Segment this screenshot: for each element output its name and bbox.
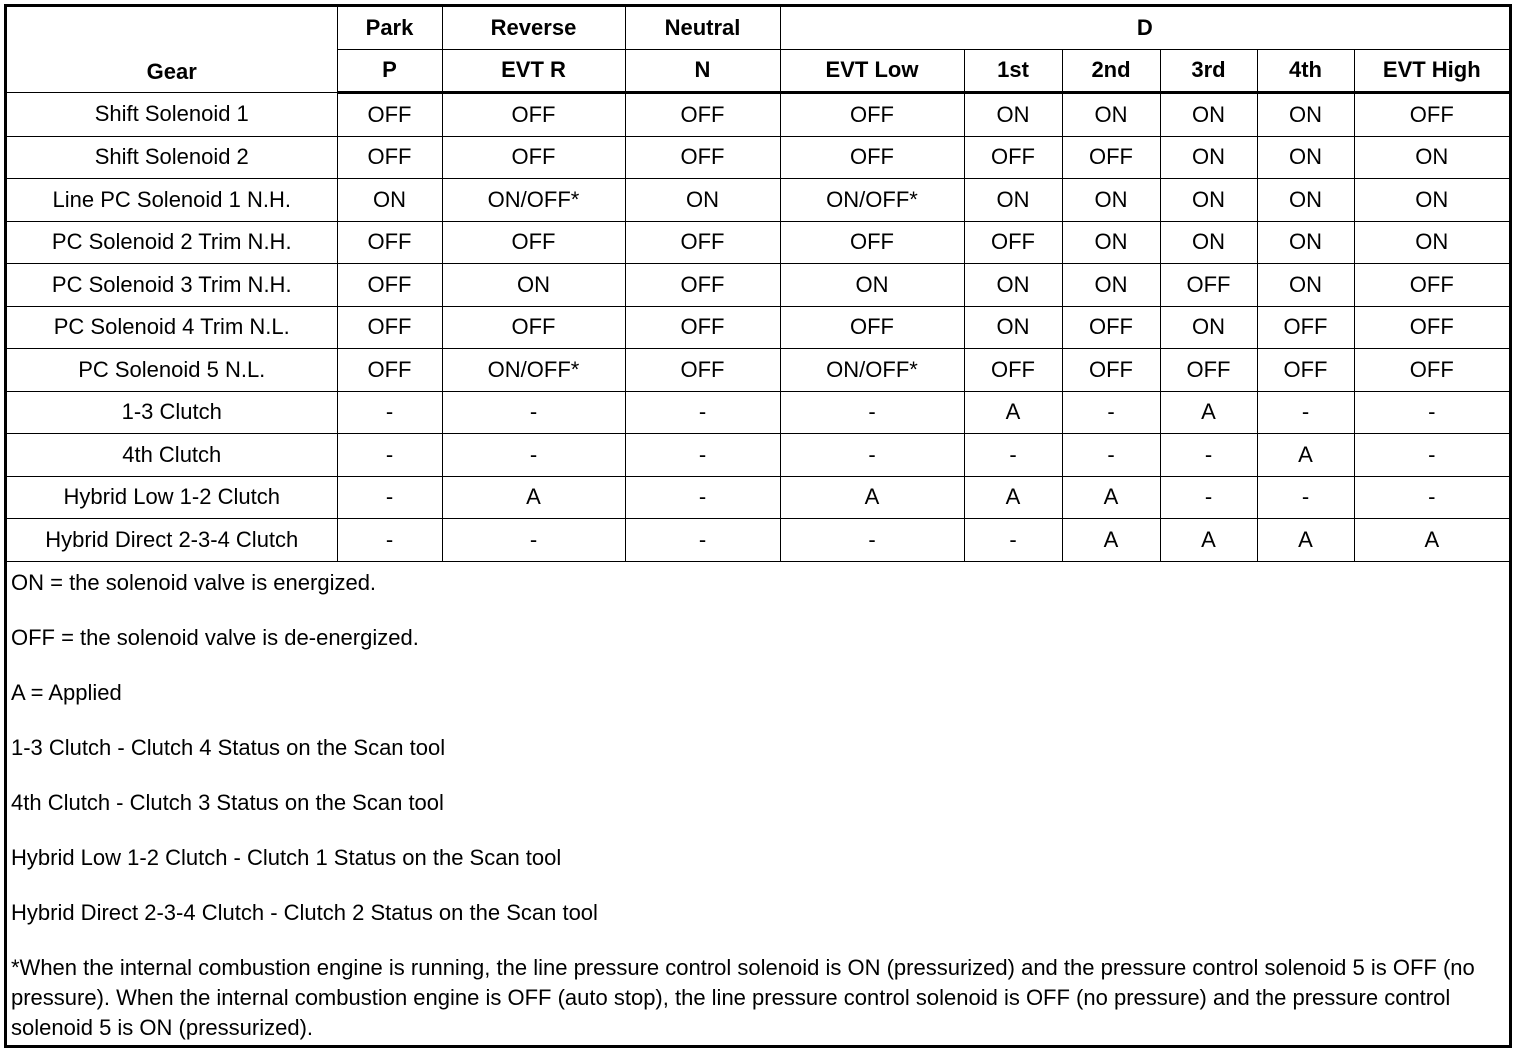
table-cell: ON bbox=[1160, 221, 1257, 264]
table-cell: - bbox=[780, 519, 964, 562]
table-cell: ON bbox=[1062, 264, 1160, 307]
table-cell: ON bbox=[780, 264, 964, 307]
table-cell: OFF bbox=[1160, 349, 1257, 392]
table-row bbox=[7, 221, 1509, 264]
table-cell: OFF bbox=[1354, 306, 1509, 349]
table-cell: ON bbox=[1062, 93, 1160, 137]
table-cell: - bbox=[1257, 476, 1354, 519]
table-cell: OFF bbox=[964, 221, 1062, 264]
table-cell: - bbox=[964, 519, 1062, 562]
note-4th-clutch: 4th Clutch - Clutch 3 Status on the Scan tool bbox=[11, 789, 444, 815]
table-cell: ON/OFF* bbox=[780, 179, 964, 222]
table-cell: - bbox=[1160, 434, 1257, 477]
table-cell: ON bbox=[1160, 136, 1257, 179]
table-cell: - bbox=[625, 391, 780, 434]
table-cell: - bbox=[1354, 476, 1509, 519]
row-label: Hybrid Low 1-2 Clutch bbox=[7, 476, 337, 519]
table-cell: A bbox=[1160, 519, 1257, 562]
table-cell: ON bbox=[1354, 221, 1509, 264]
table-cell: A bbox=[1062, 519, 1160, 562]
table-cell: A bbox=[1257, 434, 1354, 477]
table-cell: OFF bbox=[1257, 306, 1354, 349]
table-cell: - bbox=[1354, 434, 1509, 477]
table-cell: - bbox=[1062, 391, 1160, 434]
table-cell: - bbox=[337, 391, 442, 434]
table-cell: A bbox=[964, 391, 1062, 434]
table-cell: ON bbox=[337, 179, 442, 222]
table-cell: - bbox=[1160, 476, 1257, 519]
table-cell: A bbox=[1257, 519, 1354, 562]
table-cell: - bbox=[1257, 391, 1354, 434]
row-label: Shift Solenoid 2 bbox=[7, 136, 337, 179]
table-cell: OFF bbox=[1062, 136, 1160, 179]
table-body bbox=[7, 93, 1509, 562]
row-label: PC Solenoid 2 Trim N.H. bbox=[7, 221, 337, 264]
table-cell: OFF bbox=[337, 136, 442, 179]
table-cell: - bbox=[337, 434, 442, 477]
table-cell: - bbox=[625, 476, 780, 519]
table-cell: A bbox=[442, 476, 625, 519]
gear-header: Gear bbox=[7, 7, 337, 93]
table-cell: - bbox=[442, 391, 625, 434]
table-cell: OFF bbox=[625, 349, 780, 392]
table-cell: ON/OFF* bbox=[442, 349, 625, 392]
table-cell: ON bbox=[964, 264, 1062, 307]
footnote: *When the internal combustion engine is running, the line pressure control solenoid is ON (pressurized) and the pressure control solenoid 5 is OFF (no pressure). When the internal combustion engine is OFF (auto stop), the line pressure control solenoid is OFF (no pressure) and the pressure control solenoid 5 is ON (pressurized). bbox=[11, 954, 1475, 1040]
group-header-park: Park bbox=[337, 7, 442, 49]
table-cell: - bbox=[337, 519, 442, 562]
column-header-3rd: 3rd bbox=[1160, 49, 1257, 93]
column-header-4th: 4th bbox=[1257, 49, 1354, 93]
table-cell: ON/OFF* bbox=[780, 349, 964, 392]
table-cell: A bbox=[1062, 476, 1160, 519]
table-cell: OFF bbox=[337, 221, 442, 264]
table-cell: A bbox=[1160, 391, 1257, 434]
table-cell: OFF bbox=[780, 306, 964, 349]
table-cell: - bbox=[780, 434, 964, 477]
table-cell: A bbox=[1354, 519, 1509, 562]
table-cell: - bbox=[625, 519, 780, 562]
table-cell: OFF bbox=[625, 136, 780, 179]
table-cell: OFF bbox=[964, 136, 1062, 179]
header-group-row bbox=[7, 7, 1509, 49]
table-cell: ON bbox=[1160, 179, 1257, 222]
table-row bbox=[7, 476, 1509, 519]
table-cell: ON bbox=[625, 179, 780, 222]
table-cell: OFF bbox=[1354, 264, 1509, 307]
table-row bbox=[7, 264, 1509, 307]
table-cell: ON bbox=[1257, 93, 1354, 137]
table-cell: - bbox=[442, 519, 625, 562]
table-cell: - bbox=[780, 391, 964, 434]
table-cell: OFF bbox=[442, 136, 625, 179]
table-cell: ON bbox=[1062, 221, 1160, 264]
column-header-1st: 1st bbox=[964, 49, 1062, 93]
column-header-evt-r: EVT R bbox=[442, 49, 625, 93]
table-cell: OFF bbox=[337, 306, 442, 349]
table-cell: - bbox=[442, 434, 625, 477]
table-cell: OFF bbox=[625, 93, 780, 137]
note-hybrid-low-clutch: Hybrid Low 1-2 Clutch - Clutch 1 Status on the Scan tool bbox=[11, 844, 562, 870]
row-label: 4th Clutch bbox=[7, 434, 337, 477]
solenoid-clutch-application-chart bbox=[4, 4, 1512, 1048]
table-cell: - bbox=[1354, 391, 1509, 434]
table-row bbox=[7, 349, 1509, 392]
table-cell: - bbox=[337, 476, 442, 519]
table-cell: OFF bbox=[625, 264, 780, 307]
solenoid-table bbox=[7, 7, 1509, 562]
table-cell: OFF bbox=[337, 349, 442, 392]
table-cell: ON bbox=[1062, 179, 1160, 222]
column-header-2nd: 2nd bbox=[1062, 49, 1160, 93]
row-label: Line PC Solenoid 1 N.H. bbox=[7, 179, 337, 222]
table-cell: ON bbox=[964, 179, 1062, 222]
table-cell: OFF bbox=[780, 221, 964, 264]
table-cell: ON bbox=[1160, 306, 1257, 349]
table-cell: ON bbox=[1257, 221, 1354, 264]
table-cell: OFF bbox=[1257, 349, 1354, 392]
table-cell: ON bbox=[1160, 93, 1257, 137]
row-label: PC Solenoid 5 N.L. bbox=[7, 349, 337, 392]
note-off: OFF = the solenoid valve is de-energized. bbox=[11, 624, 419, 650]
column-header-evt-high: EVT High bbox=[1354, 49, 1509, 93]
column-header-p: P bbox=[337, 49, 442, 93]
table-cell: ON bbox=[1354, 179, 1509, 222]
table-cell: OFF bbox=[337, 93, 442, 137]
notes-section bbox=[7, 562, 1509, 1043]
table-row bbox=[7, 434, 1509, 477]
table-cell: ON bbox=[964, 306, 1062, 349]
note-1-3-clutch: 1-3 Clutch - Clutch 4 Status on the Scan tool bbox=[11, 734, 446, 760]
table-row bbox=[7, 179, 1509, 222]
table-cell: - bbox=[625, 434, 780, 477]
table-row bbox=[7, 306, 1509, 349]
table-cell: OFF bbox=[625, 221, 780, 264]
table-cell: ON bbox=[1257, 136, 1354, 179]
table-cell: OFF bbox=[1160, 264, 1257, 307]
table-cell: ON/OFF* bbox=[442, 179, 625, 222]
table-cell: - bbox=[964, 434, 1062, 477]
group-header-drive: D bbox=[780, 7, 1509, 49]
table-cell: ON bbox=[1257, 179, 1354, 222]
table-cell: OFF bbox=[442, 93, 625, 137]
note-applied: A = Applied bbox=[11, 679, 122, 705]
table-row bbox=[7, 136, 1509, 179]
group-header-reverse: Reverse bbox=[442, 7, 625, 49]
table-cell: OFF bbox=[625, 306, 780, 349]
table-cell: OFF bbox=[442, 306, 625, 349]
row-label: PC Solenoid 4 Trim N.L. bbox=[7, 306, 337, 349]
table-cell: ON bbox=[1354, 136, 1509, 179]
table-cell: OFF bbox=[1062, 349, 1160, 392]
table-cell: OFF bbox=[780, 136, 964, 179]
column-header-n: N bbox=[625, 49, 780, 93]
table-cell: A bbox=[964, 476, 1062, 519]
table-cell: ON bbox=[1257, 264, 1354, 307]
table-cell: - bbox=[1062, 434, 1160, 477]
table-cell: ON bbox=[442, 264, 625, 307]
note-hybrid-direct-clutch: Hybrid Direct 2-3-4 Clutch - Clutch 2 Status on the Scan tool bbox=[11, 899, 598, 925]
table-cell: OFF bbox=[1354, 93, 1509, 137]
table-cell: OFF bbox=[337, 264, 442, 307]
table-row bbox=[7, 391, 1509, 434]
table-cell: OFF bbox=[964, 349, 1062, 392]
note-on: ON = the solenoid valve is energized. bbox=[11, 569, 377, 595]
table-row bbox=[7, 93, 1509, 137]
table-cell: A bbox=[780, 476, 964, 519]
table-row bbox=[7, 519, 1509, 562]
table-cell: OFF bbox=[1354, 349, 1509, 392]
row-label: PC Solenoid 3 Trim N.H. bbox=[7, 264, 337, 307]
table-cell: ON bbox=[964, 93, 1062, 137]
row-label: Hybrid Direct 2-3-4 Clutch bbox=[7, 519, 337, 562]
table-cell: OFF bbox=[1062, 306, 1160, 349]
row-label: 1-3 Clutch bbox=[7, 391, 337, 434]
group-header-neutral: Neutral bbox=[625, 7, 780, 49]
row-label: Shift Solenoid 1 bbox=[7, 93, 337, 137]
table-cell: OFF bbox=[780, 93, 964, 137]
table-cell: OFF bbox=[442, 221, 625, 264]
column-header-evt-low: EVT Low bbox=[780, 49, 964, 93]
